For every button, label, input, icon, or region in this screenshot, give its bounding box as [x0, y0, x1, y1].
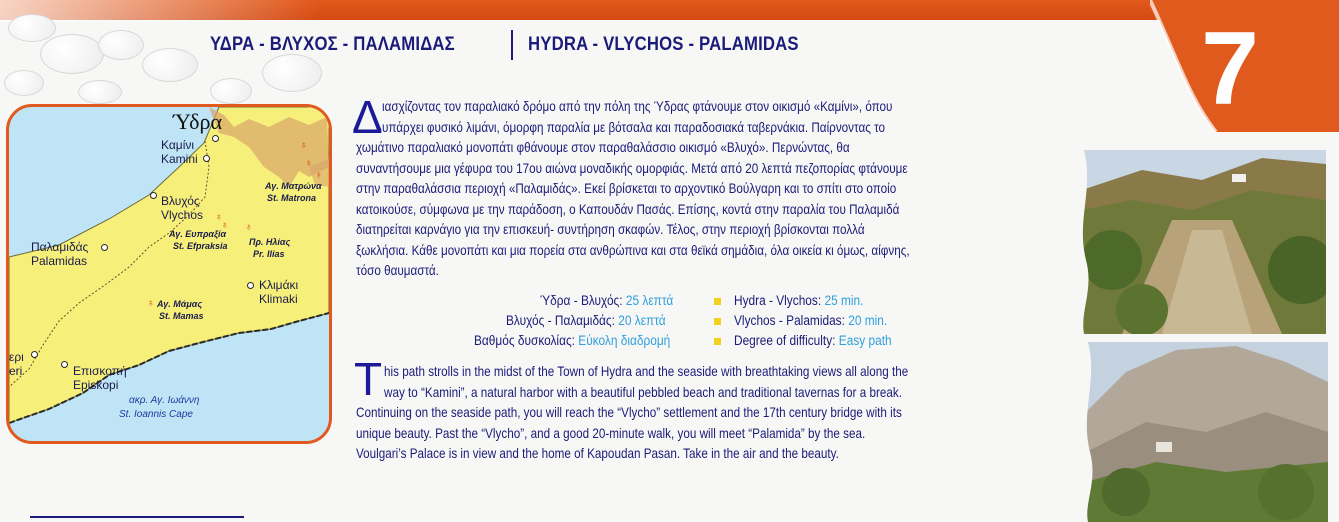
greek-line: διατηρείται καρνάγιο για την επισκευή- συντήρηση σκαφών. Τέλος, στην περιοχή βρίσκονται πολλά [356, 222, 865, 237]
church-icon: ♁ [147, 298, 155, 309]
map-label-cape-latin: St. Ioannis Cape [119, 409, 193, 420]
route-label: Ύδρα - Βλυχός: [540, 293, 623, 308]
route-info-english-row [734, 291, 863, 311]
map-label-vlychos-latin: Vlychos [161, 208, 204, 222]
greek-line: ιασχίζοντας τον παραλιακό δρόμο από την πόλη της Ύδρας φτάνουμε στον οικισμό «Καμίνι», όπου [382, 99, 893, 114]
map-label-klimaki-greek: Κλιμάκι [259, 278, 299, 292]
partial-location-dot [31, 351, 38, 358]
pebble-decoration [4, 70, 44, 96]
greek-line: συναντήσουμε μια γέφυρα του 17ου αιώνα μοναδικής ομορφιάς. Μετά από 20 λεπτά πεζοπορίας φτάνουμε [356, 160, 908, 176]
route-info-greek-row [474, 331, 670, 351]
page-number: 7 [1201, 11, 1259, 127]
church-icon: ♁ [315, 170, 323, 181]
route-value: 20 λεπτά [618, 313, 666, 328]
english-paragraph-continued [356, 403, 902, 465]
map-label-matrona-greek: Αγ. Ματρώνα [265, 181, 322, 191]
pebble-decoration [98, 30, 144, 60]
bullet-square [714, 318, 721, 325]
route-info-english-row [734, 311, 887, 331]
route-label: Hydra - Vlychos: [734, 293, 822, 308]
route-info-english-row [734, 331, 892, 351]
route-value: 25 min. [824, 293, 864, 308]
greek-line: στην παραθαλάσσια περιοχή «Παλαμιδάς». Εκεί βρίσκεται το αρχοντικό Βούλγαρη και το σπίτι στο οποίο [356, 181, 897, 196]
map-label-palamidas-greek: Παλαμιδάς [31, 240, 89, 254]
english-line: Voulgari’s Palace is in view and the home of Kapoudan Pasan. Take in the air and the beauty. [356, 446, 839, 461]
english-line: way to “Kamini”, a natural harbor with a beautiful pebbled beach and traditional tavernas for a break. [384, 384, 902, 400]
photo-hillside [1086, 342, 1328, 522]
church-icon: ♁ [221, 220, 229, 231]
english-line: Continuing on the seaside path, you will reach the “Vlycho” settlement and the 17th century bridge with its [356, 405, 902, 420]
route-info-greek-row [540, 291, 673, 311]
greek-line: υπάρχει φυσικό λιμάνι, όμορφη παραλία με βότσαλα και παραδοσιακά ταβερνάκια. Παίρνοντας το [382, 119, 886, 135]
route-label: Βαθμός δυσκολίας: [474, 333, 575, 348]
bottom-rule [30, 516, 244, 518]
episkopi-location-dot [61, 361, 68, 368]
title-english: HYDRA - VLYCHOS - PALAMIDAS [528, 34, 799, 55]
klimaki-location-dot [247, 282, 254, 289]
bullet-square [714, 298, 721, 305]
route-label: Degree of difficulty: [734, 333, 836, 348]
kamini-location-dot [203, 155, 210, 162]
map-label-episkopi-greek: Επισκοπή [73, 364, 127, 378]
church-icon: ♁ [245, 222, 253, 233]
english-line: his path strolls in the midst of the Town of Hydra and the seaside with breathtaking views all along the [384, 364, 909, 379]
map-label-mamas-latin: St. Mamas [159, 311, 204, 321]
pebble-decoration [210, 78, 252, 104]
map-label-partial-latin: eri [9, 364, 23, 378]
greek-line: ξωκλήσια. Κάθε μονοπάτι και μια πορεία στα ανθρώπινα και στα θεϊκά σημάδια, όλα οικεία κι όμως, αίφνης, [356, 242, 910, 258]
route-value: 20 min. [848, 313, 888, 328]
greek-paragraph-continued [356, 138, 910, 282]
palamidas-location-dot [101, 244, 108, 251]
greek-dropcap: Δ [352, 91, 383, 143]
vlychos-location-dot [150, 192, 157, 199]
map-label-matrona-latin: St. Matrona [267, 193, 317, 203]
route-value: Easy path [838, 333, 892, 348]
church-icon: ♁ [300, 140, 308, 151]
english-dropcap: T [354, 353, 383, 405]
english-line: unique beauty. Past the “Vlycho”, and a good 20-minute walk, you will meet “Palamida” by the sea. [356, 425, 866, 441]
greek-line: τόσο θαυμαστά. [356, 263, 439, 278]
pebble-decoration [262, 54, 322, 92]
map-label-vlychos-greek: Βλυχός [161, 194, 200, 208]
map-label-ilias-latin: Pr. Ilias [253, 249, 285, 259]
pebble-decoration [142, 48, 198, 82]
route-label: Βλυχός - Παλαμιδάς: [506, 313, 615, 328]
title-separator [511, 30, 513, 60]
map-label-hydra: Ύδρα [173, 109, 222, 134]
pebble-decoration [78, 80, 122, 104]
bullet-square [714, 338, 721, 345]
hydra-location-dot [212, 135, 219, 142]
route-label: Vlychos - Palamidas: [734, 313, 845, 328]
map-label-cape-greek: ακρ. Αγ. Ιωάννη [129, 395, 200, 406]
photo-stone-path [1082, 150, 1326, 334]
greek-line: κατοικούσε, σύμφωνα με την παράδοση, ο Καπουδάν Πασάς. Επίσης, κοντά στην παραλία του Παλαμιδά [356, 201, 900, 217]
church-icon: ♁ [215, 212, 223, 223]
map-label-kamini-latin: Kamini [161, 152, 198, 166]
map-label-ilias-greek: Πρ. Ηλίας [249, 237, 291, 247]
map-label-efpraksia-latin: St. Efpraksia [173, 241, 228, 251]
pebble-decoration [8, 14, 56, 42]
english-paragraph [384, 362, 908, 403]
greek-line: χωμάτινο παραλιακό μονοπάτι φθάνουμε στον παραθαλάσσιο οικισμό «Βλυχό». Περνώντας, θα [356, 140, 850, 155]
map-label-palamidas-latin: Palamidas [31, 254, 88, 268]
church-icon: ♁ [305, 158, 313, 169]
map-label-partial-greek: ερι [9, 350, 24, 364]
map-label-mamas-greek: Αγ. Μάμας [157, 299, 203, 309]
greek-paragraph [382, 97, 892, 138]
map-label-klimaki-latin: Klimaki [259, 292, 298, 306]
map-label-kamini-greek: Καμίνι [161, 138, 195, 152]
pebble-decoration [40, 34, 104, 74]
photo-wave-edge [1076, 150, 1094, 334]
map-label-episkopi-latin: Episkopi [73, 378, 119, 392]
photo-wave-edge [1080, 342, 1098, 522]
map-label-efpraksia-greek: Αγ. Ευπραξία [169, 229, 227, 239]
title-greek: ΥΔΡΑ - ΒΛΥΧΟΣ - ΠΑΛΑΜΙΔΑΣ [210, 34, 455, 55]
route-value: 25 λεπτά [625, 293, 674, 308]
route-value: Εύκολη διαδρομή [578, 333, 671, 348]
route-info-greek-row [506, 311, 666, 331]
route-map [6, 104, 332, 444]
